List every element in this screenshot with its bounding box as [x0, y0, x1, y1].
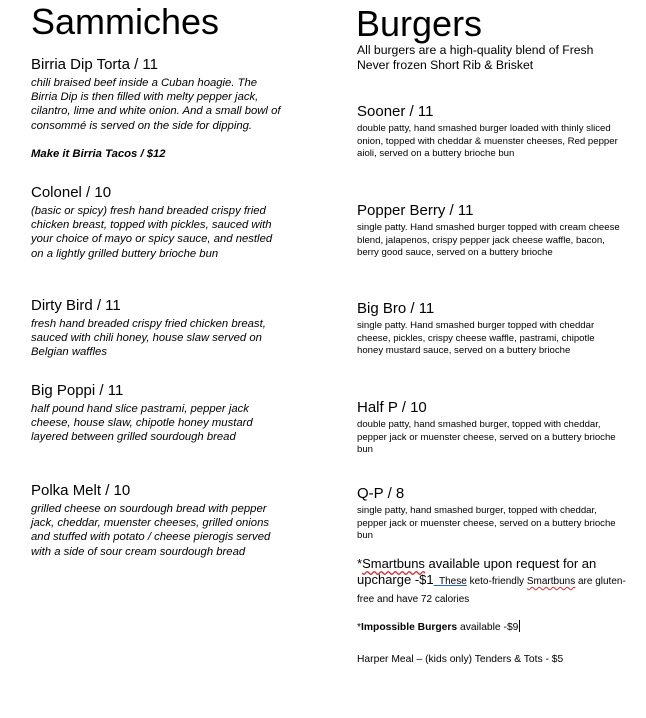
menu-item-title: Big Poppi / 11: [31, 382, 124, 399]
these-word: These: [439, 576, 467, 587]
menu-item-description: single patty. Hand smashed burger topped with cream cheese blend, jalapenos, crispy pepper jack cheese waffle, bacon, berry good sauce, served on a buttery brioche: [357, 222, 620, 259]
menu-item-title: Popper Berry / 11: [357, 202, 474, 219]
menu-item-description: chili braised beef inside a Cuban hoagie. The Birria Dip is then filled with melty pepper jack, cilantro, lime and white onion. And a small bowl of consommé is served on the side for dipping.: [31, 77, 281, 132]
burgers-intro: All burgers are a high-quality blend of Fresh Never frozen Short Rib & Brisket: [357, 43, 594, 72]
menu-item-description: (basic or spicy) fresh hand breaded crispy fried chicken breast, topped with pickles, sauced with your choice of mayo or spicy sauce, and nestled on a lightly grilled buttery brioche bun: [31, 205, 273, 260]
menu-item-description: double patty, hand smashed burger loaded with thinly sliced onion, topped with cheddar & muenster cheeses, Red pepper aioli, served on a buttery brioche bun: [357, 123, 618, 160]
menu-item-description: single patty. Hand smashed burger topped with cheddar cheese, pickles, crispy cheese waffle, pastrami, chipotle honey mustard sauce, served on a buttery brioche: [357, 320, 595, 357]
burgers-heading: Burgers: [356, 3, 483, 44]
menu-item-description: single patty, hand smashed burger, topped with cheddar, pepper jack or muenster cheese, served on a buttery brioche bun: [357, 505, 616, 542]
smartbuns-word-2: Smartbuns: [526, 576, 576, 587]
impossible-burgers-note: [357, 620, 520, 635]
menu-item-description: half pound hand slice pastrami, pepper jack cheese, house slaw, chipotle honey mustard layered between grilled sourdough bread: [31, 403, 253, 444]
impossible-burgers-label: Impossible Burgers: [361, 622, 458, 633]
menu-item-title: Birria Dip Torta / 11: [31, 56, 158, 73]
menu-item-title: Big Bro / 11: [357, 300, 435, 317]
menu-item-description: fresh hand breaded crispy fried chicken breast, sauced with chili honey, house slaw served on Belgian waffles: [31, 318, 266, 359]
menu-item-title: Polka Melt / 10: [31, 482, 131, 499]
smartbuns-word: Smartbuns: [362, 556, 425, 571]
smartbuns-calories: are gluten-free and have 72 calories: [357, 576, 626, 605]
impossible-burgers-price: available -$9: [457, 622, 519, 633]
harper-meal-note: Harper Meal – (kids only) Tenders & Tots - $5: [357, 654, 564, 665]
smartbuns-note: [357, 556, 632, 608]
smartbuns-keto: keto-friendly: [466, 576, 527, 587]
sammiches-heading: Sammiches: [31, 1, 220, 42]
birria-tacos-upgrade: Make it Birria Tacos / $12: [31, 148, 166, 160]
smartbuns-upcharge: available upon request for an upcharge -$1: [357, 556, 597, 587]
asterisk: *: [357, 556, 363, 571]
asterisk: *: [357, 622, 362, 633]
menu-item-title: Colonel / 10: [31, 184, 112, 201]
menu-item-title: Half P / 10: [357, 399, 427, 416]
menu-item-title: Q-P / 8: [357, 485, 405, 502]
text-cursor: [519, 620, 520, 632]
menu-item-title: Dirty Bird / 11: [31, 297, 121, 314]
menu-item-description: grilled cheese on sourdough bread with pepper jack, cheddar, muenster cheeses, grilled onions and stuffed with potato / cheese pierogis served with a side of sour cream sourdough bread: [31, 503, 271, 558]
menu-item-title: Sooner / 11: [357, 103, 434, 120]
menu-item-description: double patty, hand smashed burger, topped with cheddar, pepper jack or muenster cheese, served on a buttery brioche bun: [357, 419, 616, 456]
